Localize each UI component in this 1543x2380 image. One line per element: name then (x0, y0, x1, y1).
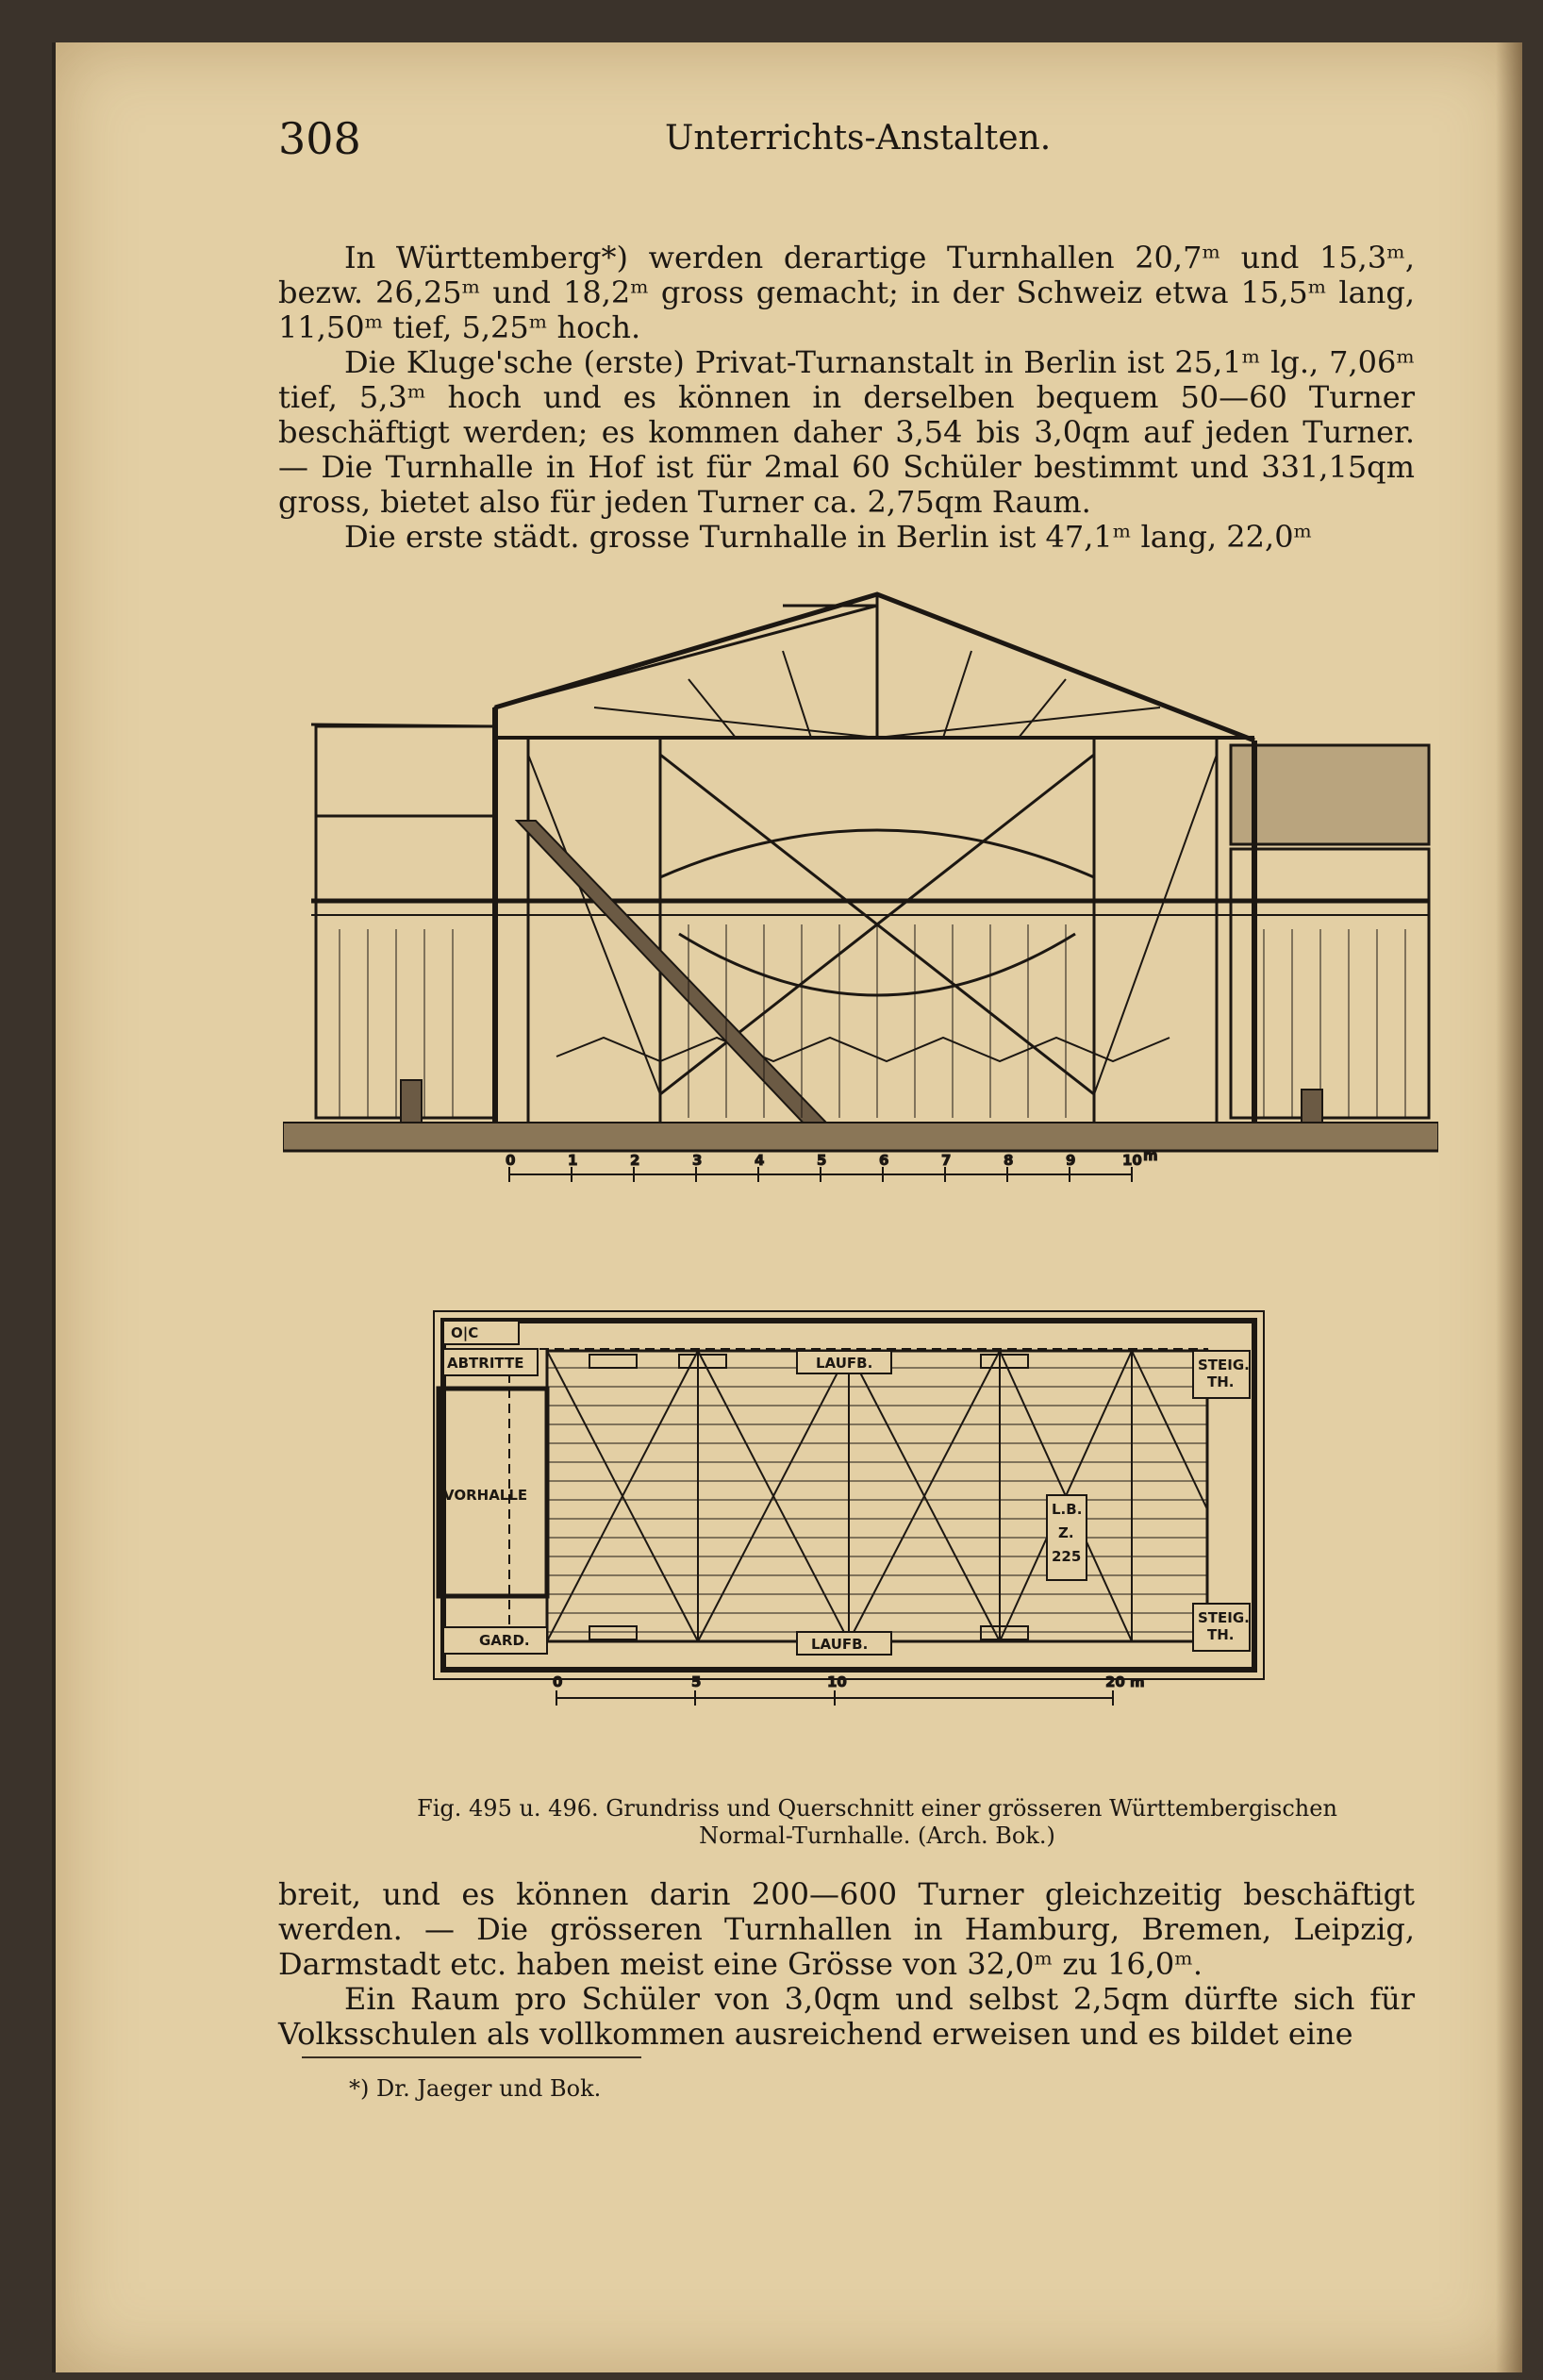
body-text-bottom (278, 1877, 1415, 2052)
page-number: 308 (278, 113, 361, 164)
caption-line-2: Normal-Turnhalle. (Arch. Bok.) (699, 1822, 1055, 1849)
caption-line-1: Fig. 495 u. 496. Grundriss und Querschnitt einer grösseren Württembergischen (417, 1795, 1337, 1822)
roof-gable (495, 594, 1254, 741)
section-scale-tick-3: 3 (692, 1152, 703, 1169)
section-scale (506, 1147, 1158, 1182)
section-scale-tick-1: 1 (568, 1152, 578, 1169)
section-scale-tick-0: 0 (506, 1152, 516, 1169)
paragraph-raum: Ein Raum pro Schüler von 3,0qm und selbst 2,5qm dürfte sich für Volksschulen als vollkommen ausreichend erweisen und es bildet eine (278, 1981, 1415, 2052)
plan-scale-tick-0: 0 (553, 1673, 563, 1690)
footnote-rule (302, 2056, 641, 2058)
body-text-top (278, 241, 1415, 555)
plan-scale-tick-5: 5 (691, 1673, 702, 1690)
plan-label-lbz-2: Z. (1058, 1524, 1074, 1541)
right-annex-roof (1231, 745, 1429, 844)
section-scale-tick-5: 5 (817, 1152, 827, 1169)
page-header (278, 113, 1052, 170)
plan-label-steig-bottom-2: TH. (1207, 1626, 1235, 1643)
paragraph-wuerttemberg: In Württemberg*) werden derartige Turnhallen 20,7ᵐ und 15,3ᵐ, bezw. 26,25ᵐ und 18,2ᵐ gross gemacht; in der Schweiz etwa 15,5ᵐ lang, 11,50ᵐ tief, 5,25ᵐ hoch. (278, 240, 1415, 345)
figure-turnhalle (283, 566, 1438, 1773)
plan-scale-tick-10: 10 (827, 1673, 847, 1690)
plan-label-laufb-top: LAUFB. (816, 1355, 873, 1372)
plan-scale-unit: m (1130, 1673, 1145, 1690)
plan-label-gard: GARD. (479, 1632, 530, 1649)
plan-label-lbz-1: L.B. (1052, 1501, 1083, 1518)
plan-label-vorhalle: VORHALLE (443, 1487, 528, 1504)
floor (283, 1123, 1438, 1151)
plan-label-laufb-bottom: LAUFB. (811, 1636, 869, 1653)
section-scale-tick-7: 7 (941, 1152, 952, 1169)
plan-scale-tick-20: 20 (1105, 1673, 1125, 1690)
plan-label-lbz-3: 225 (1052, 1548, 1082, 1565)
paragraph-kluge: Die Kluge'sche (erste) Privat-Turnanstalt in Berlin ist 25,1ᵐ lg., 7,06ᵐ tief, 5,3ᵐ hoch und es können in derselben bequem 50—60 Turner beschäftigt werden; es kommen daher 3,54 bis 3,0qm auf jeden Turner. — Die Turnhalle in Hof ist für 2mal 60 Schüler bestimmt und 331,15qm gross, bietet also für jeden Turner ca. 2,75qm Raum. (278, 344, 1415, 520)
climbing-ladder (517, 821, 849, 1146)
figure-caption (344, 1795, 1410, 1850)
plan-label-oc: O|C (451, 1324, 479, 1341)
section-scale-tick-6: 6 (879, 1152, 889, 1169)
plan-label-abtritte: ABTRITTE (447, 1355, 524, 1372)
floor-hatching (547, 1368, 1207, 1632)
cross-section (283, 594, 1438, 1151)
plan-running-track (509, 1349, 1207, 1641)
section-scale-tick-4: 4 (755, 1152, 765, 1169)
plan-label-steig-bottom-1: STEIG. (1198, 1609, 1250, 1626)
figure-drawing (283, 566, 1438, 1773)
section-scale-unit: m (1143, 1147, 1158, 1164)
footnote: *) Dr. Jaeger und Bok. (349, 2075, 602, 2102)
section-scale-tick-9: 9 (1066, 1152, 1076, 1169)
page-edge-shadow (1496, 42, 1522, 2372)
paragraph-berlin: Die erste städt. grosse Turnhalle in Berlin ist 47,1ᵐ lang, 22,0ᵐ (344, 519, 1313, 555)
section-scale-tick-2: 2 (630, 1152, 640, 1169)
plan-label-steig-top-1: STEIG. (1198, 1356, 1250, 1373)
running-title: Unterrichts-Anstalten. (665, 119, 1052, 158)
plan-bracing (547, 1351, 1207, 1641)
wall-planks (340, 924, 1405, 1118)
section-scale-tick-10: 10 (1122, 1152, 1142, 1169)
section-scale-tick-8: 8 (1004, 1152, 1014, 1169)
paragraph-breit: breit, und es können darin 200—600 Turner gleichzeitig beschäftigt werden. — Die grösseren Turnhallen in Hamburg, Bremen, Leipzig, Darmstadt etc. haben meist eine Grösse von 32,0ᵐ zu 16,0ᵐ. (278, 1876, 1415, 1982)
plan-label-steig-top-2: TH. (1207, 1373, 1235, 1390)
